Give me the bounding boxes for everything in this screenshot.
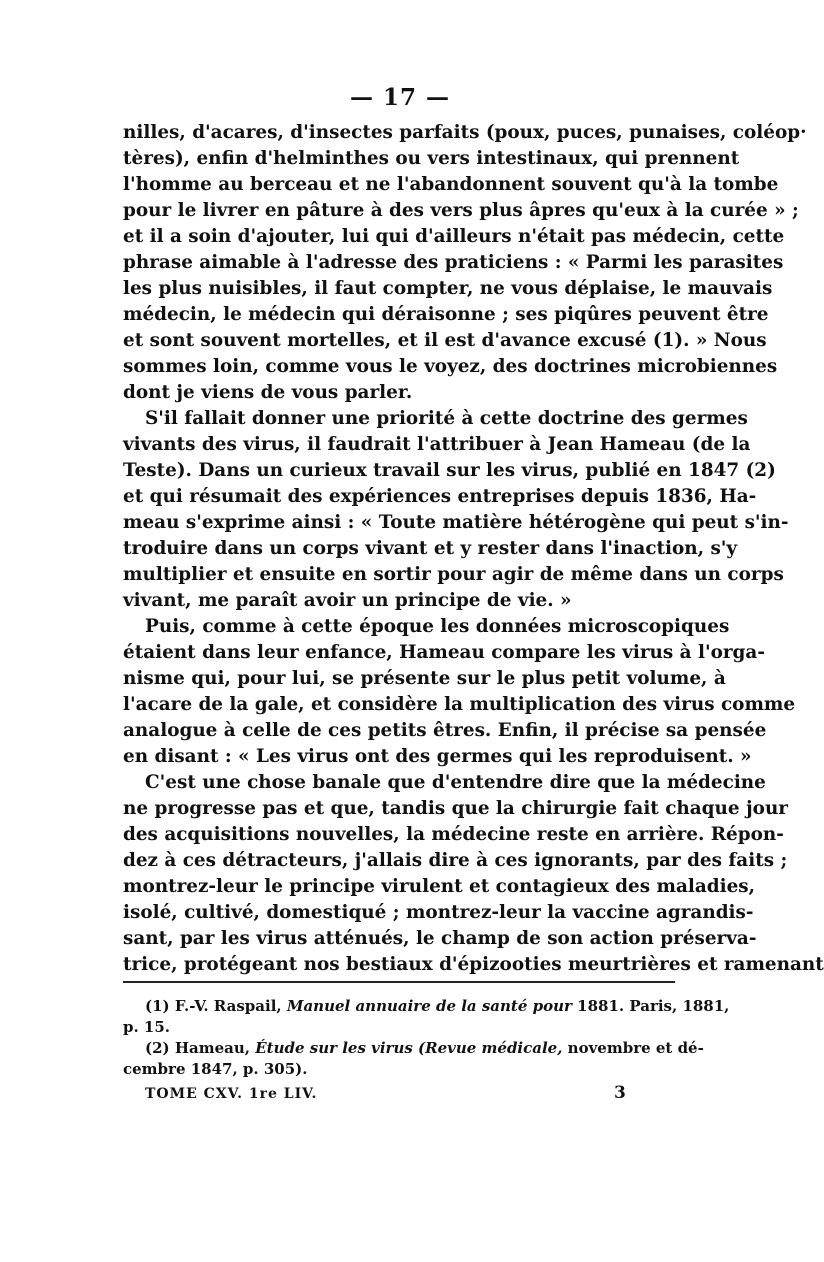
- footnote-1: [123, 996, 730, 1017]
- text-line: montrez-leur le principe virulent et contagieux des maladies,: [123, 876, 756, 897]
- gathering-number: 3: [614, 1083, 626, 1103]
- text-line: l'homme au berceau et ne l'abandonnent souvent qu'à la tombe: [123, 174, 779, 195]
- text-line: Teste). Dans un curieux travail sur les virus, publié en 1847 (2): [123, 460, 776, 481]
- footnote-1-author: (1) F.-V. Raspail,: [145, 997, 287, 1015]
- text-line: ne progresse pas et que, tandis que la chirurgie fait chaque jour: [123, 798, 788, 819]
- footnote-rule: [123, 981, 675, 983]
- footnote-2-details: novembre et dé-: [562, 1039, 704, 1057]
- text-line: médecin, le médecin qui déraisonne ; ses piqûres peuvent être: [123, 304, 769, 325]
- footnote-1-details: 1881. Paris, 1881,: [571, 997, 730, 1015]
- page-number: — 17 —: [349, 84, 451, 111]
- text-line: les plus nuisibles, il faut compter, ne vous déplaise, le mauvais: [123, 278, 773, 299]
- text-line: meau s'exprime ainsi : « Toute matière hétérogène qui peut s'in-: [123, 512, 789, 533]
- text-line: analogue à celle de ces petits êtres. Enfin, il précise sa pensée: [123, 720, 767, 741]
- text-line: et qui résumait des expériences entreprises depuis 1836, Ha-: [123, 486, 757, 507]
- paragraph-start-line: Puis, comme à cette époque les données microscopiques: [145, 616, 730, 637]
- footnote-2-author: (2) Hameau,: [145, 1039, 256, 1057]
- text-line: nilles, d'acares, d'insectes parfaits (poux, puces, punaises, coléop·: [123, 122, 807, 143]
- text-line: vivant, me paraît avoir un principe de vie. »: [123, 590, 572, 611]
- volume-signature: TOME CXV. 1re LIV.: [145, 1086, 318, 1102]
- footnote-2-continuation: cembre 1847, p. 305).: [123, 1060, 308, 1078]
- text-line: isolé, cultivé, domestiqué ; montrez-leur la vaccine agrandis-: [123, 902, 754, 923]
- text-line: des acquisitions nouvelles, la médecine reste en arrière. Répon-: [123, 824, 784, 845]
- body-text: [123, 120, 824, 978]
- text-line: multiplier et ensuite en sortir pour agir de même dans un corps: [123, 564, 784, 585]
- text-line: l'acare de la gale, et considère la multiplication des virus comme: [123, 694, 796, 715]
- text-line: sant, par les virus atténués, le champ de son action préserva-: [123, 928, 757, 949]
- text-line: tères), enfin d'helminthes ou vers intestinaux, qui prennent: [123, 148, 740, 169]
- footnote-2-title: Étude sur les virus (Revue médicale,: [255, 1039, 563, 1057]
- text-line: troduire dans un corps vivant et y rester dans l'inaction, s'y: [123, 538, 738, 559]
- text-line: sommes loin, comme vous le voyez, des doctrines microbiennes: [123, 356, 778, 377]
- footnote-1-title: Manuel annuaire de la santé pour: [286, 997, 572, 1015]
- text-line: étaient dans leur enfance, Hameau compare les virus à l'orga-: [123, 642, 765, 663]
- paragraph-start-line: S'il fallait donner une priorité à cette doctrine des germes: [145, 408, 748, 429]
- text-line: pour le livrer en pâture à des vers plus âpres qu'eux à la curée » ;: [123, 200, 799, 221]
- text-line: dez à ces détracteurs, j'allais dire à ces ignorants, par des faits ;: [123, 850, 788, 871]
- footnote-1-continuation: p. 15.: [123, 1018, 171, 1036]
- text-line: et il a soin d'ajouter, lui qui d'ailleurs n'était pas médecin, cette: [123, 226, 785, 247]
- paragraph-start-line: C'est une chose banale que d'entendre dire que la médecine: [145, 772, 766, 793]
- text-line: et sont souvent mortelles, et il est d'avance excusé (1). » Nous: [123, 330, 767, 351]
- footnotes: [123, 996, 730, 1080]
- text-line: en disant : « Les virus ont des germes qui les reproduisent. »: [123, 746, 752, 767]
- text-line: nisme qui, pour lui, se présente sur le plus petit volume, à: [123, 668, 726, 689]
- text-line: trice, protégeant nos bestiaux d'épizooties meurtrières et ramenant: [123, 954, 824, 975]
- footnote-2: [123, 1038, 704, 1059]
- text-line: vivants des virus, il faudrait l'attribuer à Jean Hameau (de la: [123, 434, 751, 455]
- text-line: dont je viens de vous parler.: [123, 382, 413, 403]
- text-line: phrase aimable à l'adresse des praticiens : « Parmi les parasites: [123, 252, 784, 273]
